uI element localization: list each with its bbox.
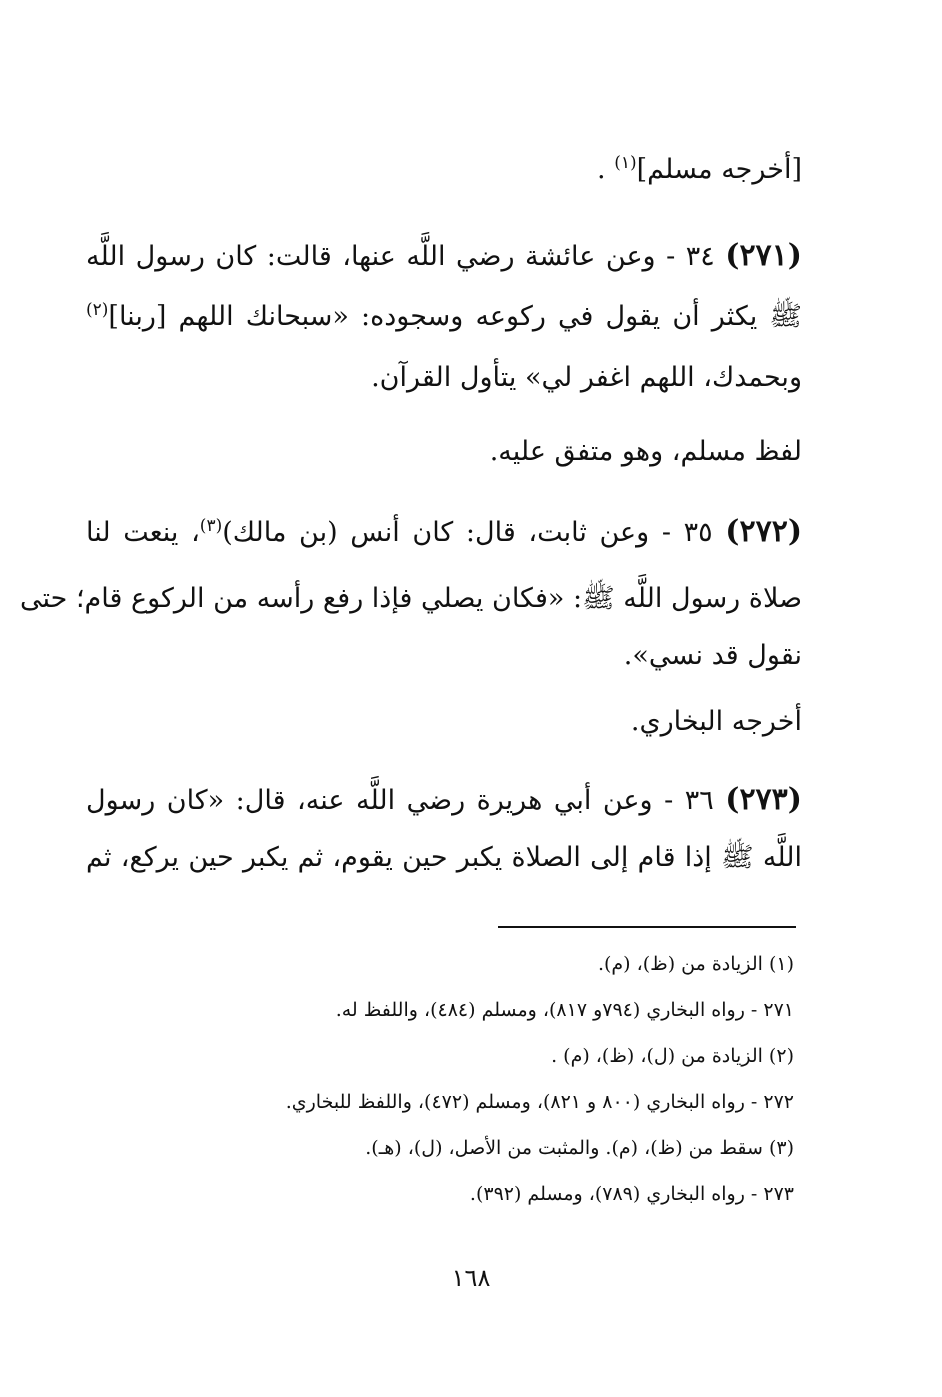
footnote: ٢٧٢ - رواه البخاري (٨٠٠ و ٨٢١)، ومسلم (٤٧٢)، واللفظ للبخاري. (285, 1091, 794, 1113)
footnote: ٢٧١ - رواه البخاري (٧٩٤و ٨١٧)، ومسلم (٤٨٤)، واللفظ له. (335, 999, 794, 1021)
hadith-271-source: لفظ مسلم، وهو متفق عليه. (489, 436, 802, 467)
footnote: (٣) سقط من (ظ)، (م). والمثبت من الأصل، (ل)، (هـ). (365, 1137, 794, 1159)
footnote-ref: (٣) (199, 516, 223, 536)
footnote: (١) الزيادة من (ظ)، (م). (597, 953, 794, 975)
hadith-272-source: أخرجه البخاري. (630, 706, 802, 737)
footnote-ref: (٢) (86, 300, 109, 320)
hadith-number: (٢٧٢) (725, 514, 803, 549)
hadith-273-line-1: (٢٧٣) ٣٦ - وعن أبي هريرة رضي اللَّه عنه، قال: «كان رسول (86, 782, 802, 817)
hadith-271-line-1: (٢٧١) ٣٤ - وعن عائشة رضي اللَّه عنها، قالت: كان رسول اللَّه (86, 238, 802, 273)
hadith-271-line-2: ﷺ يكثر أن يقول في ركوعه وسجوده: «سبحانك اللهم [ربنا]$^{(٢)}$ (86, 300, 802, 332)
hadith-272-line-2: صلاة رسول اللَّه ﷺ: «فكان يصلي فإذا رفع رأسه من الركوع قام؛ حتى (20, 583, 802, 614)
footnote: (٢) الزيادة من (ل)، (ظ)، (م) . (551, 1045, 794, 1067)
hadith-271-line-3: وبحمدك، اللهم اغفر لي» يتأول القرآن. (371, 362, 802, 393)
hadith-number: (٢٧١) (725, 238, 802, 273)
hadith-272-line-1: (٢٧٢) ٣٥ - وعن ثابت، قال: كان أنس (بن مالك)$^{(٣)}$، ينعت لنا (86, 514, 803, 549)
text-line: [أخرجه مسلم]$^{(١)}$ . (597, 153, 802, 185)
hadith-number: (٢٧٣) (725, 782, 802, 817)
footnote-ref: (١) (614, 153, 637, 173)
page-number: ١٦٨ (451, 1264, 491, 1292)
footnote: ٢٧٣ - رواه البخاري (٧٨٩)، ومسلم (٣٩٢). (469, 1183, 794, 1205)
footnote-divider (498, 926, 796, 928)
hadith-272-line-3: نقول قد نسي». (623, 640, 802, 671)
hadith-273-line-2: اللَّه ﷺ إذا قام إلى الصلاة يكبر حين يقوم، ثم يكبر حين يركع، ثم (86, 842, 802, 873)
